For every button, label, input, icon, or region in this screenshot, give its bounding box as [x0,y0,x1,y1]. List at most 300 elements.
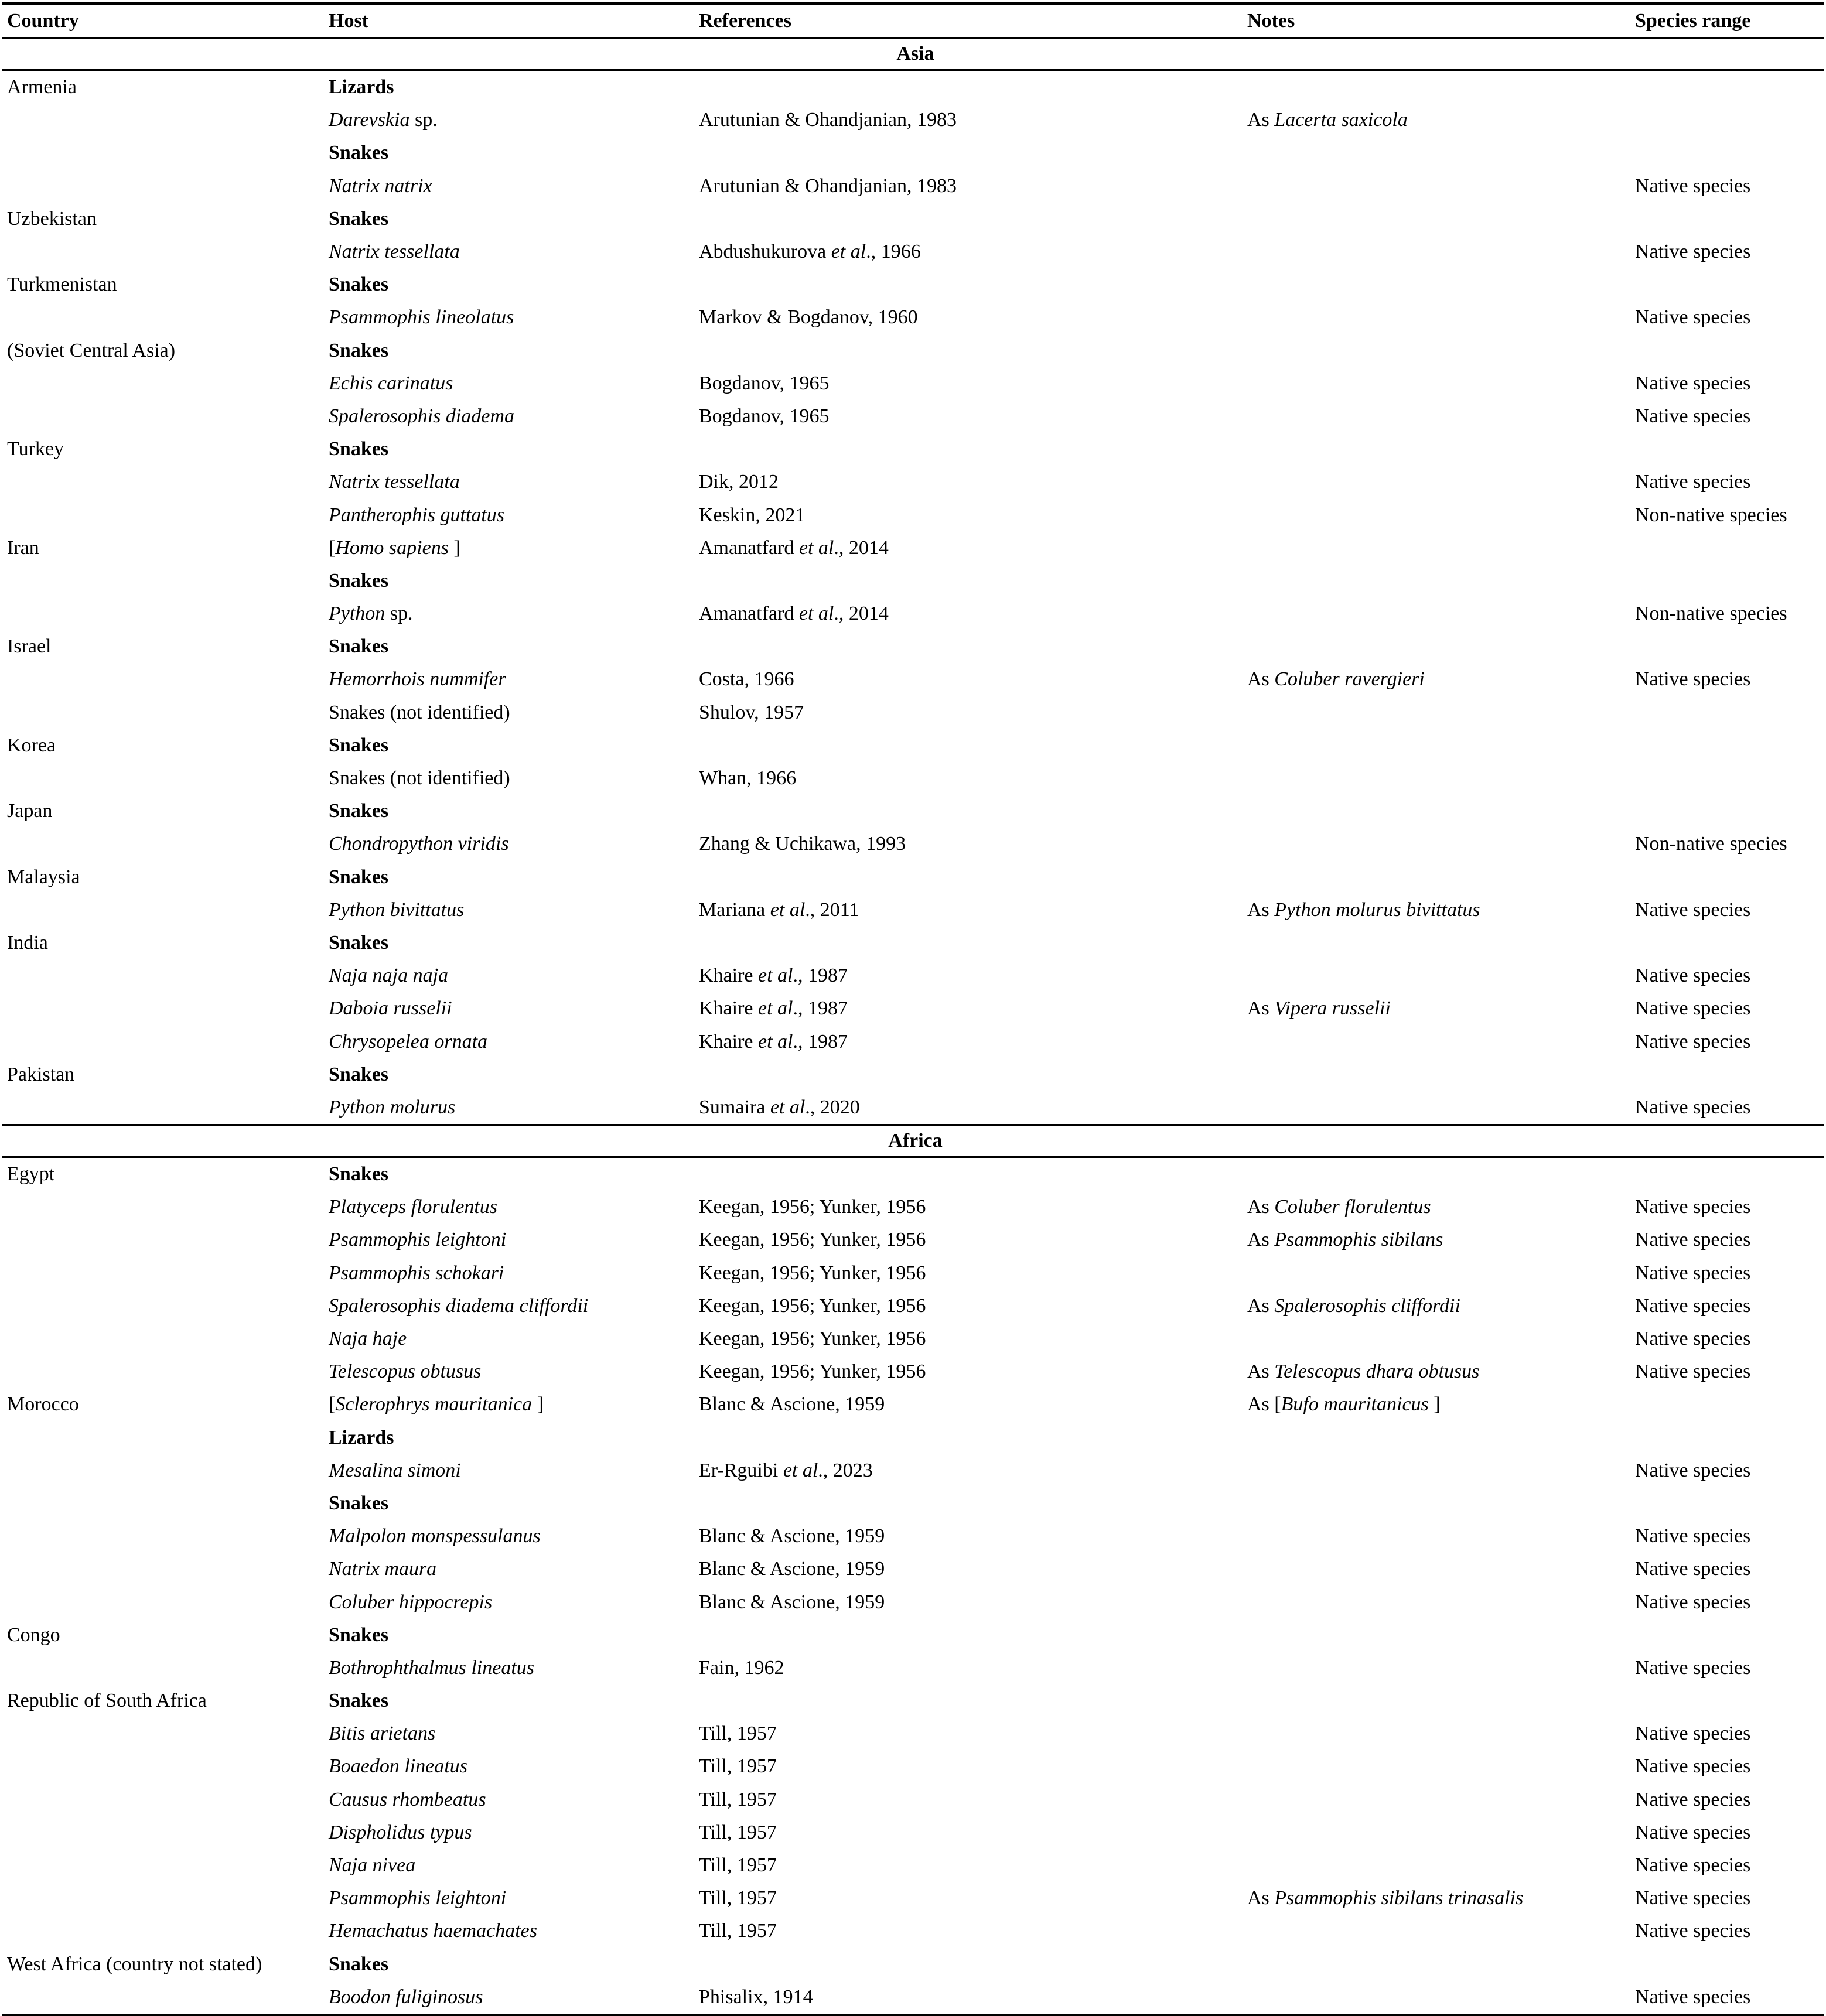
text-run: Khaire [699,965,759,987]
notes-cell [1243,1882,1630,1915]
country-cell: Malaysia [7,866,80,888]
species-range-cell: Native species [1635,241,1751,263]
country-cell [2,1323,324,1355]
text-run: Snakes [329,866,389,888]
text-run: ] [448,537,460,559]
notes-cell [1243,367,1630,400]
reference-cell [694,301,1243,334]
species-range-cell [1630,861,1824,894]
reference-cell [694,1422,1243,1454]
text-run: Snakes [329,207,389,230]
species-range-cell: Native species [1635,1229,1751,1251]
host-cell [324,1388,694,1421]
notes-cell [1243,1487,1630,1520]
host-cell [324,1058,694,1091]
reference-cell [694,1882,1243,1915]
notes-cell [1243,861,1630,894]
notes-cell [1243,1224,1630,1256]
text-run: Blanc & Ascione, 1959 [699,1393,885,1416]
group-row [2,70,1824,104]
text-run: As [1247,997,1275,1020]
italic-text: et al [770,1096,806,1118]
notes-cell [1243,70,1630,104]
species-range-cell: Native species [1635,306,1751,329]
country-cell [2,301,324,334]
notes-cell [1243,400,1630,433]
species-range-cell [1630,729,1824,762]
notes-cell [1243,696,1630,729]
country-cell [2,1191,324,1224]
species-range-cell: Native species [1635,1328,1751,1350]
notes-cell [1243,170,1630,203]
country-cell [2,1520,324,1553]
species-range-cell [1630,795,1824,828]
italic-text: Homo sapiens [335,537,449,559]
reference-cell [694,1948,1243,1981]
reference-cell [694,959,1243,992]
table-row [2,1849,1824,1882]
text-run: Till, 1957 [699,1854,777,1877]
italic-text: Malpolon monspessulanus [329,1525,541,1547]
text-run: Keegan, 1956; Yunker, 1956 [699,1229,926,1251]
text-run: Snakes [329,569,389,592]
host-cell [324,959,694,992]
italic-text: Chondropython viridis [329,833,509,855]
reference-cell [694,1849,1243,1882]
notes-cell [1243,1915,1630,1947]
italic-text: Psammophis sibilans [1274,1229,1443,1251]
species-range-cell: Native species [1635,1788,1751,1810]
country-cell [2,992,324,1025]
country-cell [2,367,324,400]
host-cell [324,532,694,565]
reference-cell [694,1157,1243,1191]
host-cell [324,104,694,136]
reference-cell [694,828,1243,860]
text-run: Shulov, 1957 [699,701,804,723]
species-range-cell: Native species [1635,668,1751,691]
species-range-cell [1630,532,1824,565]
group-row [2,630,1824,663]
italic-text: Telescopus dhara obtusus [1274,1361,1480,1383]
italic-text: Hemachatus haemachates [329,1920,537,1942]
host-cell [324,1981,694,2015]
text-run: Snakes [329,800,389,822]
italic-text: Telescopus obtusus [329,1361,482,1383]
host-cell [324,630,694,663]
notes-cell [1243,433,1630,466]
reference-cell [694,1750,1243,1783]
italic-text: et al [798,537,834,559]
text-run: ., 2014 [834,603,889,625]
notes-cell [1243,104,1630,136]
reference-cell [694,1355,1243,1388]
table-row [2,367,1824,400]
table-row [2,1981,1824,2015]
group-row [2,1948,1824,1981]
species-range-cell: Non-native species [1635,603,1787,625]
text-run: Costa, 1966 [699,668,794,691]
text-run: Arutunian & Ohandjanian, 1983 [699,175,957,197]
species-range-cell: Native species [1635,1262,1751,1284]
country-cell: Morocco [7,1393,79,1416]
country-cell [2,1915,324,1947]
notes-cell [1243,1849,1630,1882]
table-row [2,663,1824,696]
text-run: As [ [1247,1393,1281,1416]
host-cell [324,1948,694,1981]
notes-cell [1243,203,1630,235]
text-run: Snakes [329,142,389,164]
host-cell [324,1553,694,1586]
reference-cell [694,1717,1243,1750]
italic-text: Pantherophis guttatus [329,504,505,526]
country-cell: Korea [7,734,56,756]
region-row [2,1125,1824,1157]
italic-text: Mesalina simoni [329,1459,461,1481]
species-range-cell: Native species [1635,1525,1751,1547]
reference-cell [694,992,1243,1025]
notes-cell [1243,1355,1630,1388]
italic-text: et al [758,1030,793,1053]
species-range-cell: Native species [1635,898,1751,921]
table-row [2,1520,1824,1553]
text-run: Snakes [329,734,389,756]
text-run: ., 2011 [805,898,859,921]
country-cell [2,828,324,860]
text-run: Er-Rguibi [699,1459,783,1481]
reference-cell [694,1290,1243,1323]
country-cell [2,762,324,795]
host-cell [324,1586,694,1618]
species-range-cell: Native species [1635,1361,1751,1383]
text-run: ., 1987 [793,965,848,987]
reference-cell [694,70,1243,104]
reference-cell [694,630,1243,663]
reference-cell [694,1487,1243,1520]
country-cell [2,1454,324,1487]
text-run: Snakes [329,438,389,460]
host-cell [324,498,694,531]
group-row [2,268,1824,301]
species-range-cell: Native species [1630,1981,1824,2015]
text-run: Lizards [329,1426,394,1448]
text-run: Lizards [329,76,394,98]
table-row [2,1783,1824,1816]
reference-cell [694,1586,1243,1618]
notes-cell [1243,1619,1630,1652]
country-cell: Japan [7,800,53,822]
host-cell [324,136,694,169]
notes-cell [1243,894,1630,927]
host-cell [324,1157,694,1191]
reference-cell [694,762,1243,795]
notes-cell [1243,1652,1630,1684]
species-range-cell: Native species [1635,1030,1751,1053]
reference-cell [694,268,1243,301]
text-run: Mariana [699,898,770,921]
reference-cell [694,1684,1243,1717]
reference-cell [694,1058,1243,1091]
host-cell [324,795,694,828]
text-run: As [1247,668,1275,691]
notes-cell [1243,1257,1630,1290]
country-cell [2,696,324,729]
italic-text: Python molurus [329,1096,456,1118]
notes-cell [1243,301,1630,334]
notes-cell [1243,1750,1630,1783]
notes-cell [1243,1586,1630,1618]
species-range-cell: Native species [1635,372,1751,394]
header-host: Host [324,4,694,38]
table-row [2,1224,1824,1256]
notes-cell [1243,466,1630,498]
notes-cell [1243,1553,1630,1586]
group-row [2,136,1824,169]
table-row [2,1750,1824,1783]
species-range-cell: Native species [1635,1656,1751,1679]
table-row [2,1586,1824,1618]
notes-cell [1243,1388,1630,1421]
species-range-cell [1630,136,1824,169]
table-row [2,1091,1824,1125]
reference-cell [694,861,1243,894]
host-cell [324,1684,694,1717]
text-run: As [1247,1196,1275,1218]
italic-text: Hemorrhois nummifer [329,668,506,691]
host-cell [324,1323,694,1355]
host-cell [324,828,694,860]
notes-cell [1243,565,1630,597]
host-cell [324,927,694,959]
text-run: ., 2014 [834,537,889,559]
notes-cell [1243,136,1630,169]
table-row [2,1454,1824,1487]
italic-text: Coluber ravergieri [1274,668,1425,691]
group-row [2,795,1824,828]
notes-cell [1243,1454,1630,1487]
notes-cell [1243,1157,1630,1191]
text-run: Whan, 1966 [699,767,797,790]
country-cell: Israel [7,635,52,658]
species-range-cell: Native species [1635,965,1751,987]
text-run: Keegan, 1956; Yunker, 1956 [699,1328,926,1350]
country-cell [2,663,324,696]
reference-cell [694,1323,1243,1355]
host-cell [324,1454,694,1487]
text-run: Snakes [329,1953,389,1975]
text-run: ., 2023 [818,1459,873,1481]
text-run: sp. [409,109,438,131]
text-run: Keegan, 1956; Yunker, 1956 [699,1262,926,1284]
table-row [2,696,1824,729]
reference-cell [694,1191,1243,1224]
table-row [2,301,1824,334]
table-row [2,1388,1824,1421]
notes-cell [1243,1981,1630,2015]
host-cell [324,992,694,1025]
reference-cell [694,1388,1243,1421]
table-row [2,1323,1824,1355]
text-run: Till, 1957 [699,1821,777,1843]
text-run: Till, 1957 [699,1723,777,1745]
table-row [2,1355,1824,1388]
text-run: Snakes [329,339,389,361]
table-row [2,170,1824,203]
country-cell [2,894,324,927]
table-row [2,894,1824,927]
country-cell: Turkey [7,438,64,460]
country-cell [2,400,324,433]
host-cell [324,597,694,630]
reference-cell [694,696,1243,729]
reference-cell [694,136,1243,169]
host-cell [324,1915,694,1947]
country-cell [2,565,324,597]
table-row [2,1882,1824,1915]
text-run: Till, 1957 [699,1920,777,1942]
group-row [2,1058,1824,1091]
table-row [2,532,1824,565]
header-row [2,4,1824,38]
reference-cell [694,334,1243,367]
table-row [2,104,1824,136]
reference-cell [694,532,1243,565]
text-run: Blanc & Ascione, 1959 [699,1525,885,1547]
reference-cell [694,663,1243,696]
notes-cell [1243,828,1630,860]
species-range-cell [1630,762,1824,795]
notes-cell [1243,1422,1630,1454]
text-run: Zhang & Uchikawa, 1993 [699,833,906,855]
host-cell [324,1520,694,1553]
country-cell: Republic of South Africa [7,1690,207,1712]
italic-text: Darevskia [329,109,410,131]
italic-text: Natrix tessellata [329,241,460,263]
notes-cell [1243,762,1630,795]
notes-cell [1243,795,1630,828]
country-cell [2,1355,324,1388]
table-row [2,235,1824,268]
host-cell [324,1487,694,1520]
country-cell [2,1849,324,1882]
italic-text: Lacerta saxicola [1274,109,1408,131]
text-run: Sumaira [699,1096,770,1118]
group-row [2,1684,1824,1717]
group-row [2,729,1824,762]
country-cell: Armenia [7,76,77,98]
host-cell [324,1849,694,1882]
reference-cell [694,894,1243,927]
host-cell [324,334,694,367]
notes-cell [1243,1091,1630,1125]
country-cell [2,235,324,268]
text-run: sp. [385,603,413,625]
italic-text: et al [798,603,834,625]
italic-text: et al [758,965,793,987]
text-run: Snakes [329,931,389,954]
reference-cell [694,1091,1243,1125]
host-cell [324,1191,694,1224]
country-cell [2,1816,324,1849]
reference-cell [694,1619,1243,1652]
text-run: Snakes [329,1063,389,1085]
group-row [2,1487,1824,1520]
host-cell [324,1025,694,1058]
italic-text: Bothrophthalmus lineatus [329,1656,535,1679]
text-run: Till, 1957 [699,1887,777,1909]
table-row [2,1915,1824,1947]
text-run: ] [1428,1393,1441,1416]
italic-text: Sclerophrys mauritanica [335,1393,533,1416]
country-cell: Egypt [7,1163,55,1185]
italic-text: Naja naja naja [329,965,449,987]
italic-text: Python bivittatus [329,898,465,921]
host-cell [324,1619,694,1652]
species-range-cell [1630,203,1824,235]
text-run: ., 1987 [793,997,848,1020]
group-row [2,927,1824,959]
host-cell [324,433,694,466]
notes-cell [1243,1191,1630,1224]
notes-cell [1243,959,1630,992]
species-range-cell [1630,268,1824,301]
reference-cell [694,1257,1243,1290]
text-run: As [1247,1887,1275,1909]
notes-cell [1243,1290,1630,1323]
italic-text: Natrix tessellata [329,471,460,493]
italic-text: Spalerosophis diadema [329,405,515,427]
table-row [2,597,1824,630]
reference-cell [694,466,1243,498]
notes-cell [1243,235,1630,268]
group-row [2,433,1824,466]
text-run: Abdushukurova [699,241,831,263]
country-cell [2,1290,324,1323]
host-cell [324,203,694,235]
table-row [2,1191,1824,1224]
host-cell [324,762,694,795]
table-row [2,1717,1824,1750]
reference-cell [694,367,1243,400]
text-run: Snakes [329,1163,389,1185]
country-cell [2,1025,324,1058]
country-cell [2,1717,324,1750]
table-row [2,1257,1824,1290]
species-range-cell [1630,1157,1824,1191]
italic-text: et al [783,1459,818,1481]
table-row [2,1652,1824,1684]
text-run: ., 1987 [793,1030,848,1053]
text-run: [ [329,1393,336,1416]
host-cell [324,1783,694,1816]
host-cell [324,663,694,696]
species-range-cell: Native species [1635,175,1751,197]
notes-cell [1243,597,1630,630]
text-run: Phisalix, 1914 [699,1986,813,2008]
group-row [2,565,1824,597]
notes-cell [1243,1783,1630,1816]
italic-text: Echis carinatus [329,372,453,394]
italic-text: Psammophis leightoni [329,1887,507,1909]
host-cell [324,400,694,433]
reference-cell [694,1783,1243,1816]
species-range-cell [1630,696,1824,729]
italic-text: Psammophis leightoni [329,1229,507,1251]
text-run: Snakes [329,1690,389,1712]
host-cell [324,367,694,400]
text-run: Snakes (not identified) [329,767,510,790]
